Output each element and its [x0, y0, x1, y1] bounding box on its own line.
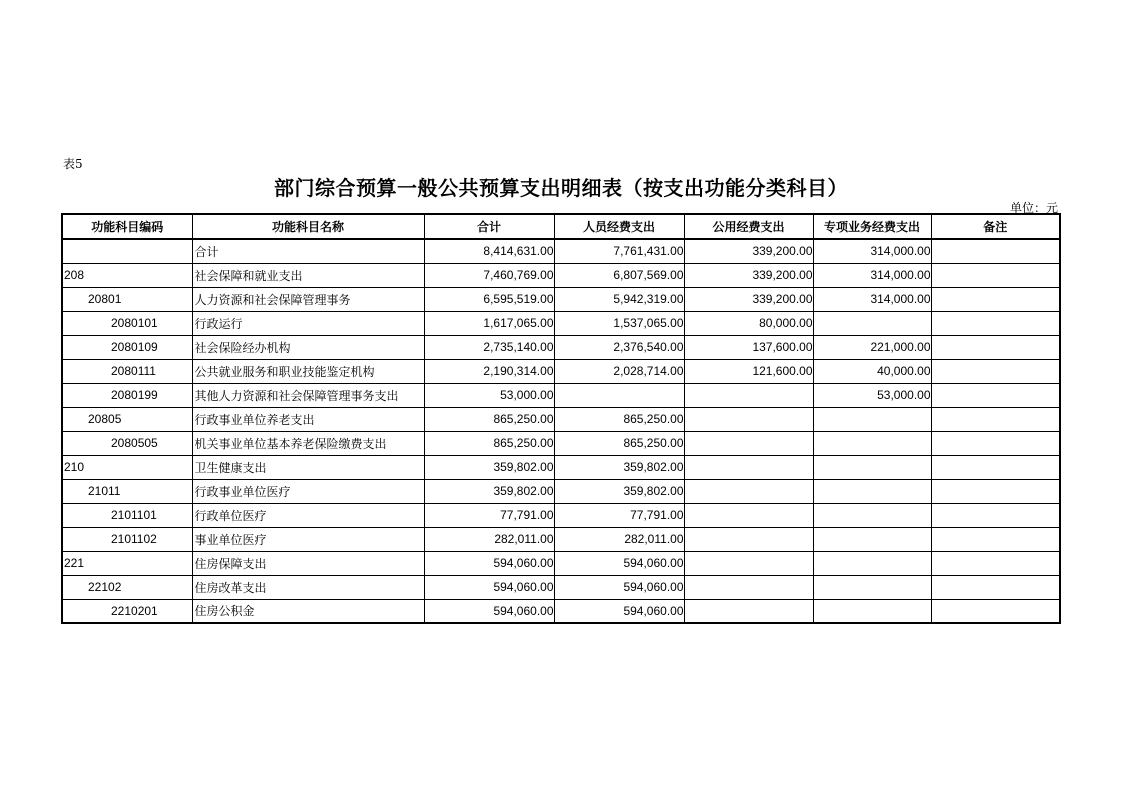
cell-note [931, 527, 1060, 551]
cell-personnel: 359,802.00 [554, 479, 684, 503]
header-special: 专项业务经费支出 [813, 214, 931, 239]
table-row [62, 527, 1060, 551]
cell-personnel: 282,011.00 [554, 527, 684, 551]
cell-name: 卫生健康支出 [192, 455, 424, 479]
cell-total: 594,060.00 [424, 575, 554, 599]
cell-name: 行政单位医疗 [192, 503, 424, 527]
header-total: 合计 [424, 214, 554, 239]
cell-note [931, 551, 1060, 575]
cell-personnel: 7,761,431.00 [554, 239, 684, 263]
cell-note [931, 335, 1060, 359]
cell-public [684, 575, 813, 599]
cell-special [813, 527, 931, 551]
cell-special [813, 551, 931, 575]
table-body [62, 239, 1060, 623]
cell-total: 865,250.00 [424, 431, 554, 455]
cell-special [813, 407, 931, 431]
cell-special [813, 599, 931, 623]
cell-total: 865,250.00 [424, 407, 554, 431]
cell-note [931, 407, 1060, 431]
table-row [62, 431, 1060, 455]
cell-note [931, 383, 1060, 407]
cell-public [684, 503, 813, 527]
cell-special [813, 479, 931, 503]
cell-name: 合计 [192, 239, 424, 263]
cell-code: 2080505 [62, 431, 192, 455]
cell-personnel: 2,376,540.00 [554, 335, 684, 359]
cell-special [813, 455, 931, 479]
cell-public [684, 551, 813, 575]
cell-personnel: 2,028,714.00 [554, 359, 684, 383]
cell-personnel: 865,250.00 [554, 407, 684, 431]
header-code: 功能科目编码 [62, 214, 192, 239]
cell-note [931, 239, 1060, 263]
table-row [62, 335, 1060, 359]
cell-public [684, 527, 813, 551]
cell-special [813, 575, 931, 599]
cell-total: 359,802.00 [424, 479, 554, 503]
header-personnel: 人员经费支出 [554, 214, 684, 239]
cell-name: 住房改革支出 [192, 575, 424, 599]
header-public: 公用经费支出 [684, 214, 813, 239]
cell-special: 314,000.00 [813, 287, 931, 311]
table-row [62, 263, 1060, 287]
cell-public: 339,200.00 [684, 239, 813, 263]
cell-special: 40,000.00 [813, 359, 931, 383]
table-row [62, 383, 1060, 407]
table-row [62, 311, 1060, 335]
cell-special: 314,000.00 [813, 239, 931, 263]
cell-total: 359,802.00 [424, 455, 554, 479]
cell-code: 221 [62, 551, 192, 575]
cell-name: 事业单位医疗 [192, 527, 424, 551]
cell-personnel: 594,060.00 [554, 551, 684, 575]
cell-name: 社会保险经办机构 [192, 335, 424, 359]
cell-code: 22102 [62, 575, 192, 599]
cell-code: 20805 [62, 407, 192, 431]
cell-code: 21011 [62, 479, 192, 503]
cell-total: 2,190,314.00 [424, 359, 554, 383]
cell-public: 339,200.00 [684, 263, 813, 287]
cell-note [931, 599, 1060, 623]
cell-public [684, 599, 813, 623]
table-row [62, 599, 1060, 623]
cell-code: 210 [62, 455, 192, 479]
cell-total: 53,000.00 [424, 383, 554, 407]
cell-name: 行政事业单位医疗 [192, 479, 424, 503]
cell-public: 137,600.00 [684, 335, 813, 359]
cell-code: 208 [62, 263, 192, 287]
cell-total: 282,011.00 [424, 527, 554, 551]
cell-personnel: 77,791.00 [554, 503, 684, 527]
table-row [62, 455, 1060, 479]
cell-code: 2080101 [62, 311, 192, 335]
table-row [62, 575, 1060, 599]
cell-personnel: 6,807,569.00 [554, 263, 684, 287]
cell-public [684, 407, 813, 431]
table-header-row [62, 214, 1060, 239]
table-row [62, 551, 1060, 575]
cell-total: 594,060.00 [424, 599, 554, 623]
cell-name: 住房公积金 [192, 599, 424, 623]
table-row [62, 359, 1060, 383]
cell-personnel: 5,942,319.00 [554, 287, 684, 311]
cell-code: 2101102 [62, 527, 192, 551]
sheet-label: 表5 [63, 157, 83, 171]
cell-note [931, 575, 1060, 599]
cell-personnel: 594,060.00 [554, 599, 684, 623]
table-row [62, 287, 1060, 311]
cell-personnel: 865,250.00 [554, 431, 684, 455]
cell-special [813, 311, 931, 335]
cell-name: 住房保障支出 [192, 551, 424, 575]
budget-table [61, 213, 1061, 624]
cell-total: 8,414,631.00 [424, 239, 554, 263]
cell-special [813, 503, 931, 527]
cell-public: 339,200.00 [684, 287, 813, 311]
header-note: 备注 [931, 214, 1060, 239]
cell-special [813, 431, 931, 455]
cell-special: 314,000.00 [813, 263, 931, 287]
cell-total: 7,460,769.00 [424, 263, 554, 287]
cell-special: 221,000.00 [813, 335, 931, 359]
cell-special: 53,000.00 [813, 383, 931, 407]
cell-total: 77,791.00 [424, 503, 554, 527]
cell-note [931, 359, 1060, 383]
cell-public [684, 479, 813, 503]
cell-name: 其他人力资源和社会保障管理事务支出 [192, 383, 424, 407]
cell-note [931, 455, 1060, 479]
cell-public [684, 431, 813, 455]
cell-public [684, 455, 813, 479]
page-title: 部门综合预算一般公共预算支出明细表（按支出功能分类科目） [274, 176, 848, 200]
cell-code: 20801 [62, 287, 192, 311]
cell-name: 行政运行 [192, 311, 424, 335]
cell-code [62, 239, 192, 263]
cell-personnel [554, 383, 684, 407]
cell-public: 121,600.00 [684, 359, 813, 383]
cell-name: 公共就业服务和职业技能鉴定机构 [192, 359, 424, 383]
table-row [62, 239, 1060, 263]
cell-note [931, 287, 1060, 311]
cell-code: 2080111 [62, 359, 192, 383]
cell-note [931, 311, 1060, 335]
cell-code: 2080199 [62, 383, 192, 407]
cell-note [931, 479, 1060, 503]
cell-name: 社会保障和就业支出 [192, 263, 424, 287]
table-row [62, 479, 1060, 503]
cell-personnel: 1,537,065.00 [554, 311, 684, 335]
cell-public: 80,000.00 [684, 311, 813, 335]
cell-note [931, 503, 1060, 527]
cell-name: 行政事业单位养老支出 [192, 407, 424, 431]
cell-total: 6,595,519.00 [424, 287, 554, 311]
table-row [62, 503, 1060, 527]
table-row [62, 407, 1060, 431]
cell-personnel: 359,802.00 [554, 455, 684, 479]
cell-public [684, 383, 813, 407]
cell-name: 人力资源和社会保障管理事务 [192, 287, 424, 311]
cell-total: 594,060.00 [424, 551, 554, 575]
cell-code: 2210201 [62, 599, 192, 623]
unit-label: 单位：元 [1009, 201, 1058, 215]
cell-note [931, 263, 1060, 287]
cell-total: 1,617,065.00 [424, 311, 554, 335]
cell-personnel: 594,060.00 [554, 575, 684, 599]
cell-code: 2080109 [62, 335, 192, 359]
cell-note [931, 431, 1060, 455]
cell-name: 机关事业单位基本养老保险缴费支出 [192, 431, 424, 455]
cell-total: 2,735,140.00 [424, 335, 554, 359]
header-name: 功能科目名称 [192, 214, 424, 239]
cell-code: 2101101 [62, 503, 192, 527]
